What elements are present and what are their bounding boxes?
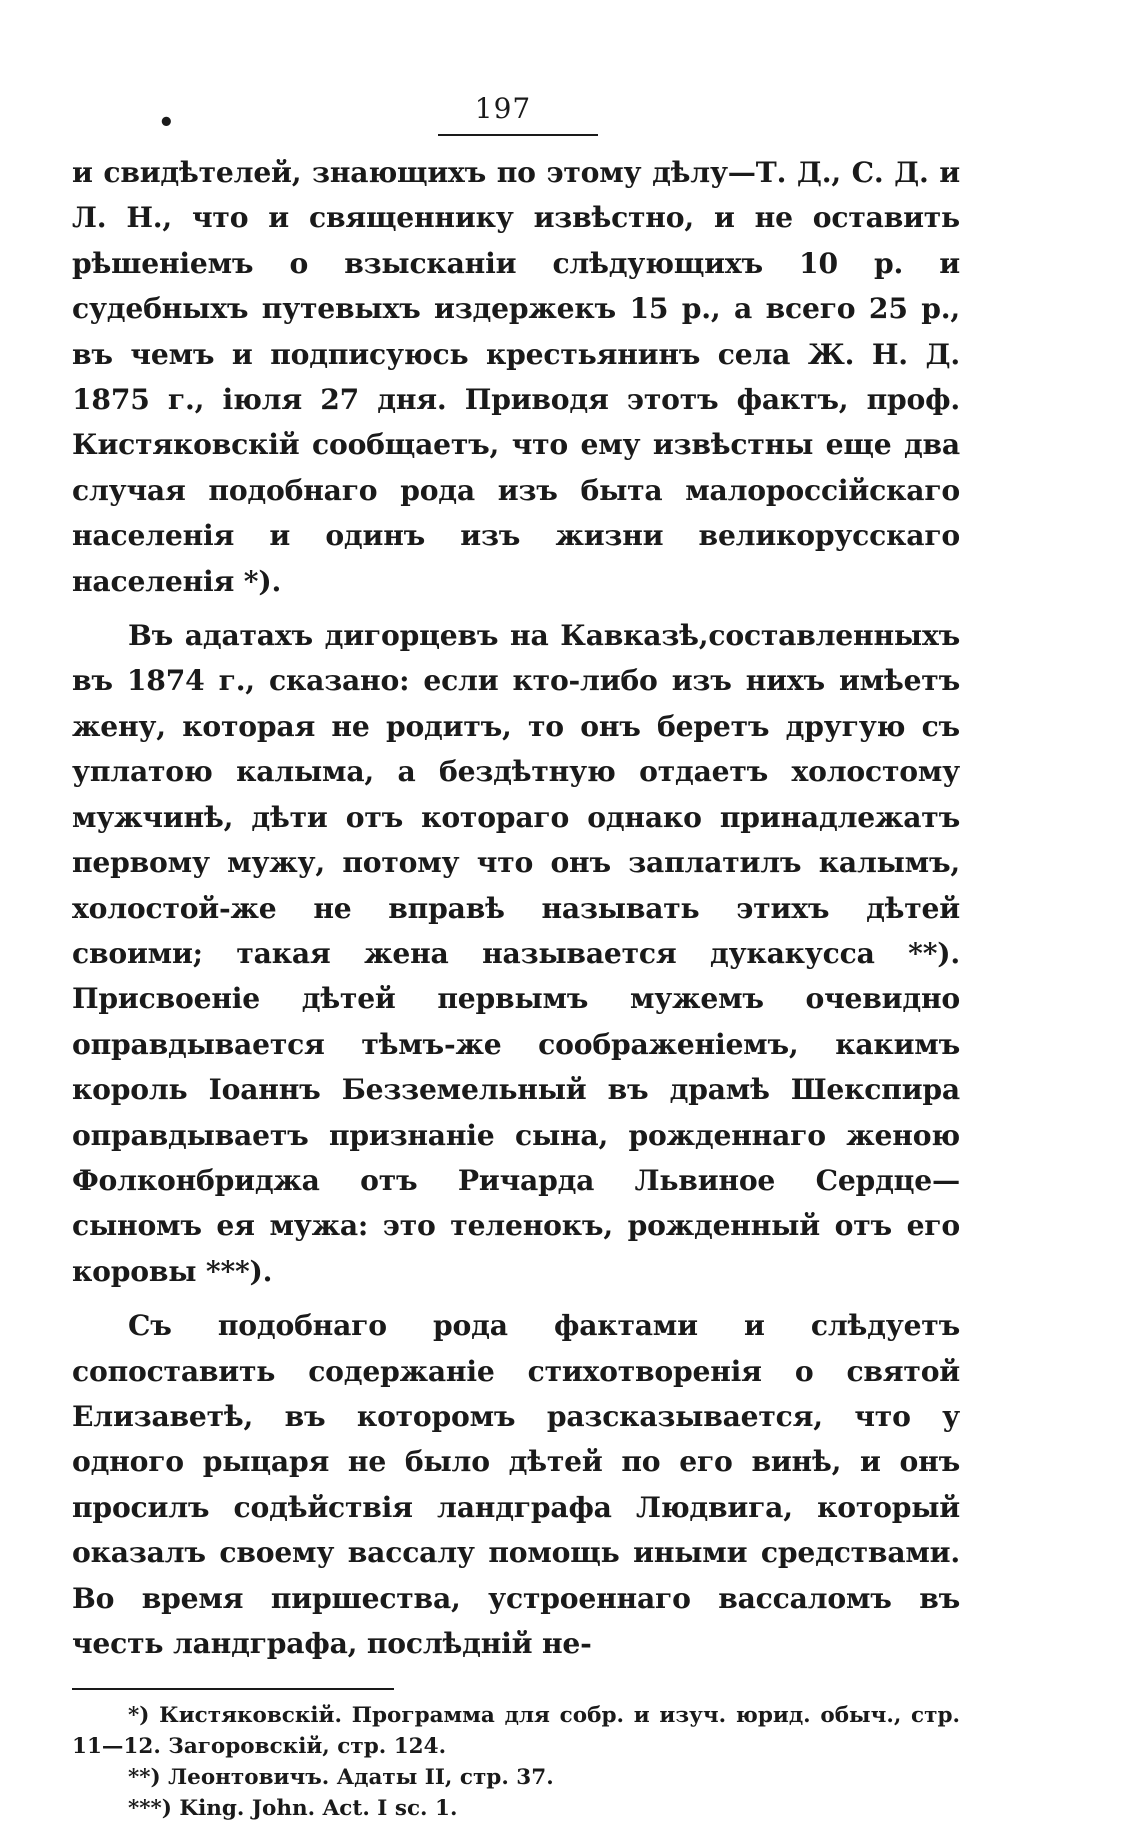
ornament-dot: • bbox=[158, 108, 175, 138]
footnotes bbox=[72, 1700, 960, 1824]
footnote-rule bbox=[72, 1688, 394, 1690]
page-number: 197 bbox=[474, 92, 532, 125]
paragraph: Въ адатахъ дигорцевъ на Кавказѣ,составленныхъ въ 1874 г., сказано: если кто-либо изъ нихъ имѣетъ жену, которая не родитъ, то онъ беретъ другую съ уплатою калыма, а бездѣтную отдаетъ холостому мужчинѣ, дѣти отъ котораго однако принадлежатъ первому мужу, потому что онъ заплатилъ калымъ, холостой-же не вправѣ называть этихъ дѣтей своими; такая жена называется дукакусса **). Присвоеніе дѣтей первымъ мужемъ очевидно оправдывается тѣмъ-же соображеніемъ, какимъ король Іоаннъ Безземельный въ драмѣ Шекспира оправдываетъ признаніе сына, рожденнаго женою Фолконбриджа отъ Ричарда Львиное Сердце—сыномъ ея мужа: это теленокъ, рожденный отъ его коровы ***). bbox=[72, 619, 960, 1288]
paragraph: Съ подобнаго рода фактами и слѣдуетъ сопоставить содержаніе стихотворенія о святой Елизаветѣ, въ которомъ разсказывается, что у одного рыцаря не было дѣтей по его винѣ, и онъ просилъ содѣйствія ландграфа Людвига, который оказалъ своему вассалу помощь иными средствами. Во время пиршества, устроеннаго вассаломъ въ честь ландграфа, послѣдній не- bbox=[72, 1309, 960, 1660]
footnote: ***) King. John. Act. I sc. 1. bbox=[128, 1796, 458, 1822]
paragraph-continued: и свидѣтелей, знающихъ по этому дѣлу—Т. Д., С. Д. и Л. Н., что и священнику извѣстно, и не оставить рѣшеніемъ о взысканіи слѣдующихъ 10 р. и судебныхъ путевыхъ издержекъ 15 р., а всего 25 р., въ чемъ и подписуюсь крестьянинъ села Ж. Н. Д. 1875 г., іюля 27 дня. Приводя этотъ фактъ, проф. Кистяковскій сообщаетъ, что ему извѣстны еще два случая подобнаго рода изъ быта малороссійскаго населенія и одинъ изъ жизни великорусскаго населенія *). bbox=[72, 156, 960, 598]
book-page bbox=[72, 88, 960, 1824]
footnote: *) Кистяковскій. Программа для собр. и изуч. юрид. обыч., стр. 11—12. Загоровскій, стр. 124. bbox=[72, 1703, 960, 1760]
footnote: **) Леонтовичъ. Адаты II, стр. 37. bbox=[128, 1765, 554, 1791]
page-header bbox=[72, 88, 960, 140]
header-rule bbox=[438, 134, 598, 136]
body-text bbox=[72, 150, 960, 1666]
